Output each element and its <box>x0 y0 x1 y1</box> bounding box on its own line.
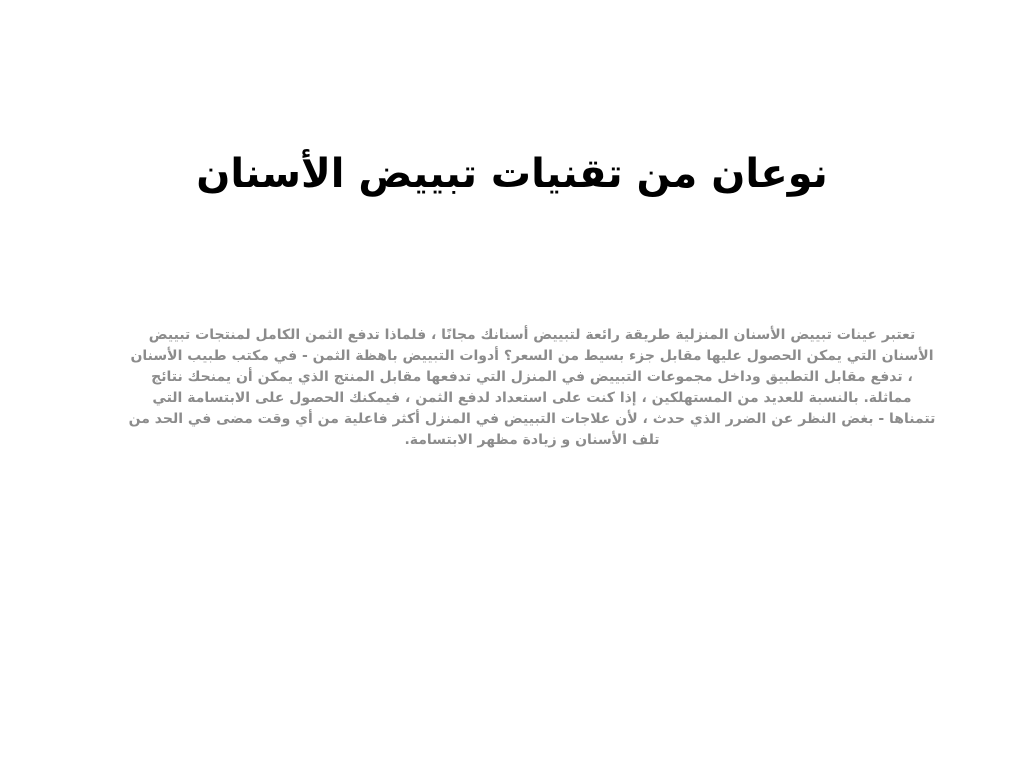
slide-title: نوعان من تقنيات تبييض الأسنان <box>196 151 828 197</box>
slide-body-text: تعتبر عينات تبييض الأسنان المنزلية طريقة رائعة لتبييض أسنانك مجانًا ، فلماذا تدفع الثمن الكامل لمنتجات تبييض الأسنان التي يمكن الحصول عليها مقابل جزء بسيط من السعر؟ أدوات التبييض باهظة الثمن - في مكتب طبيب الأسنان ، تدفع مقابل التطبيق وداخل مجموعات التبييض في المنزل التي تدفعها مقابل المنتج الذي يمكن أن يمنحك نتائج مماثلة. بالنسبة للعديد من المستهلكين ، إذا كنت على استعداد لدفع الثمن ، فيمكنك الحصول على الابتسامة التي تتمناها - بغض النظر عن الضرر الذي حدث ، لأن علاجات التبييض في المنزل أكثر فاعلية من أي وقت مضى في الحد من تلف الأسنان و زيادة مظهر الابتسامة. <box>128 327 936 448</box>
